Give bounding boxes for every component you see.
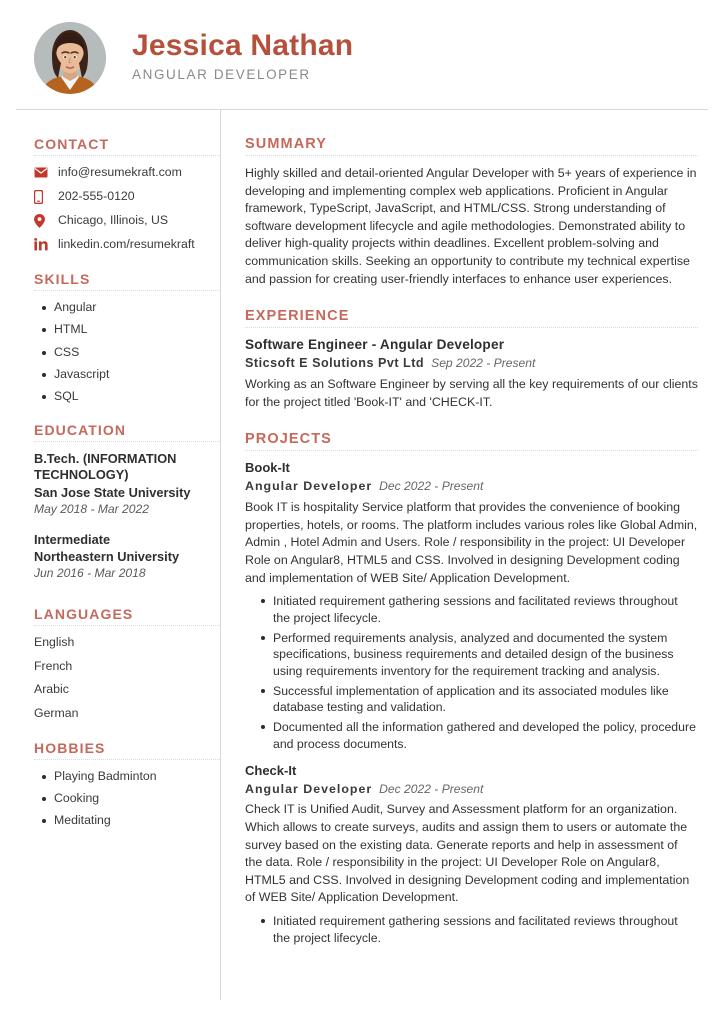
languages-list (34, 635, 220, 721)
list-item: English (34, 634, 75, 649)
list-item: CSS (54, 345, 220, 360)
contact-value: info@resumekraft.com (58, 165, 182, 179)
experience-description: Working as an Software Engineer by serving all the key requirements of our clients for the project titled 'Book-IT' and 'CHECK-IT. (245, 377, 698, 409)
section-contact (34, 136, 220, 253)
list-item: SQL (54, 389, 220, 404)
location-pin-icon (34, 214, 54, 228)
project-name: Book-It (245, 460, 290, 476)
section-title-experience: EXPERIENCE (245, 308, 350, 325)
section-hobbies (34, 740, 220, 829)
section-rule (34, 759, 220, 760)
section-rule (245, 327, 698, 328)
list-item: Successful implementation of application and its associated modules like database testing and validation. (273, 683, 698, 716)
education-dates: Jun 2016 - Mar 2018 (34, 566, 146, 581)
list-item: Playing Badminton (54, 769, 220, 784)
section-title-languages: LANGUAGES (34, 605, 134, 622)
spacer (34, 730, 220, 740)
section-title-contact: CONTACT (34, 136, 110, 152)
section-experience (245, 308, 698, 411)
list-item: Documented all the information gathered and developed the policy, procedure and process documents. (273, 719, 698, 752)
contact-value: linkedin.com/resumekraft (58, 236, 195, 251)
sidebar (0, 110, 220, 1014)
project-name: Check-It (245, 762, 297, 778)
section-title-projects: PROJECTS (245, 431, 332, 448)
section-rule (34, 625, 220, 626)
list-item: German (34, 706, 79, 721)
project-entry (245, 460, 698, 752)
contact-item-phone[interactable] (34, 189, 220, 205)
section-title-summary: SUMMARY (245, 136, 328, 152)
spacer (34, 261, 220, 271)
contact-item-location[interactable] (34, 213, 220, 229)
phone-icon (34, 190, 54, 204)
section-rule (245, 450, 698, 451)
section-skills (34, 271, 220, 405)
project-bullets (245, 913, 698, 946)
header-text (132, 30, 353, 86)
list-item: Javascript (54, 367, 220, 382)
section-title-education: EDUCATION (34, 421, 127, 438)
hobbies-list (34, 769, 220, 829)
education-school: Northeastern University (34, 549, 180, 565)
contact-value: Chicago, Illinois, US (58, 212, 169, 227)
education-entry (34, 532, 220, 582)
section-rule (34, 441, 220, 442)
list-item: Cooking (54, 791, 220, 806)
avatar (34, 22, 106, 94)
education-school: San Jose State University (34, 484, 191, 500)
spacer (34, 412, 220, 422)
list-item: French (34, 658, 73, 673)
project-description: Book IT is hospitality Service platform that provides the convenience of booking properties, hotels, or rooms. The platform includes various roles like Global Admin, Admin , Hotel Admin and Users. Role / responsibility in the project: UI Developer Role on Angular8, HTML5 and CSS. Involved in designing Development coding and implementation of WEB Site/ Application Development. (245, 500, 698, 585)
project-entry (245, 763, 698, 947)
section-summary (245, 136, 698, 288)
project-role: Angular Developer (245, 479, 373, 494)
education-entry (34, 451, 220, 518)
list-item: Initiated requirement gathering sessions and facilitated reviews throughout the project lifecycle. (273, 913, 698, 946)
contact-item-email[interactable] (34, 165, 220, 181)
experience-company: Sticsoft E Solutions Pvt Ltd (245, 356, 425, 371)
skills-list (34, 300, 220, 405)
list-item: Angular (54, 300, 220, 315)
linkedin-icon (34, 238, 54, 252)
experience-dates: Sep 2022 - Present (431, 356, 536, 371)
education-degree: Intermediate (34, 531, 111, 547)
section-rule (245, 155, 698, 156)
envelope-icon (34, 166, 54, 180)
resume-body (0, 110, 724, 1014)
project-dates: Dec 2022 - Present (379, 479, 484, 494)
section-rule (34, 155, 220, 156)
spacer (245, 415, 698, 431)
list-item: Arabic (34, 682, 69, 697)
section-projects (245, 431, 698, 946)
header-job-title: ANGULAR DEVELOPER (132, 67, 311, 83)
list-item: Performed requirements analysis, analyzed and documented the system specifications, business requirements and detailed design of the business using requirements inventory for the requirement tracking and analysis. (273, 630, 698, 680)
section-rule (34, 290, 220, 291)
resume-header (0, 0, 724, 92)
main-content (221, 110, 724, 1014)
project-meta (245, 779, 698, 800)
page-title: Jessica Nathan (132, 28, 354, 62)
profile-photo-icon (34, 22, 106, 94)
experience-role: Software Engineer - Angular Developer (245, 337, 505, 353)
experience-meta (245, 353, 698, 374)
list-item: Meditating (54, 813, 220, 828)
experience-entry (245, 337, 698, 411)
contact-item-linkedin[interactable] (34, 237, 220, 253)
summary-text: Highly skilled and detail-oriented Angular Developer with 5+ years of experience in developing and implementing complex web applications. Proficient in Angular framework, TypeScript, JavaScript, and HTML/CSS. Strong understanding of software development lifecycle and agile methodologies. Demonstrated ability to deliver high-quality projects within deadlines. Excellent problem-solving and communication skills. Seeking an opportunity to contribute my technical expertise and passion for creating user-friendly interfaces to enhance user experiences. (245, 166, 697, 286)
section-languages (34, 606, 220, 721)
list-item: HTML (54, 322, 220, 337)
section-title-hobbies: HOBBIES (34, 739, 106, 756)
contact-list (34, 165, 220, 253)
spacer (245, 292, 698, 308)
education-dates: May 2018 - Mar 2022 (34, 502, 149, 517)
project-dates: Dec 2022 - Present (379, 781, 484, 796)
list-item: Initiated requirement gathering sessions and facilitated reviews throughout the project lifecycle. (273, 593, 698, 626)
project-description: Check IT is Unified Audit, Survey and Assessment platform for an organization. Which allows to create surveys, audits and assign them to users or automate the survey based on the existing data. Generate reports and help in assessment of the data. Role / responsibility in the project: UI Developer Role on Angular8, HTML5 and CSS. Involved in designing Development coding and implementation of WEB Site/ Application Development. (245, 802, 690, 905)
spacer (34, 596, 220, 606)
education-degree: B.Tech. (INFORMATION TECHNOLOGY) (34, 450, 177, 483)
section-education (34, 422, 220, 582)
project-bullets (245, 593, 698, 752)
project-role: Angular Developer (245, 781, 373, 796)
section-title-skills: SKILLS (34, 270, 91, 287)
project-meta (245, 476, 698, 497)
contact-value: 202-555-0120 (58, 188, 135, 203)
